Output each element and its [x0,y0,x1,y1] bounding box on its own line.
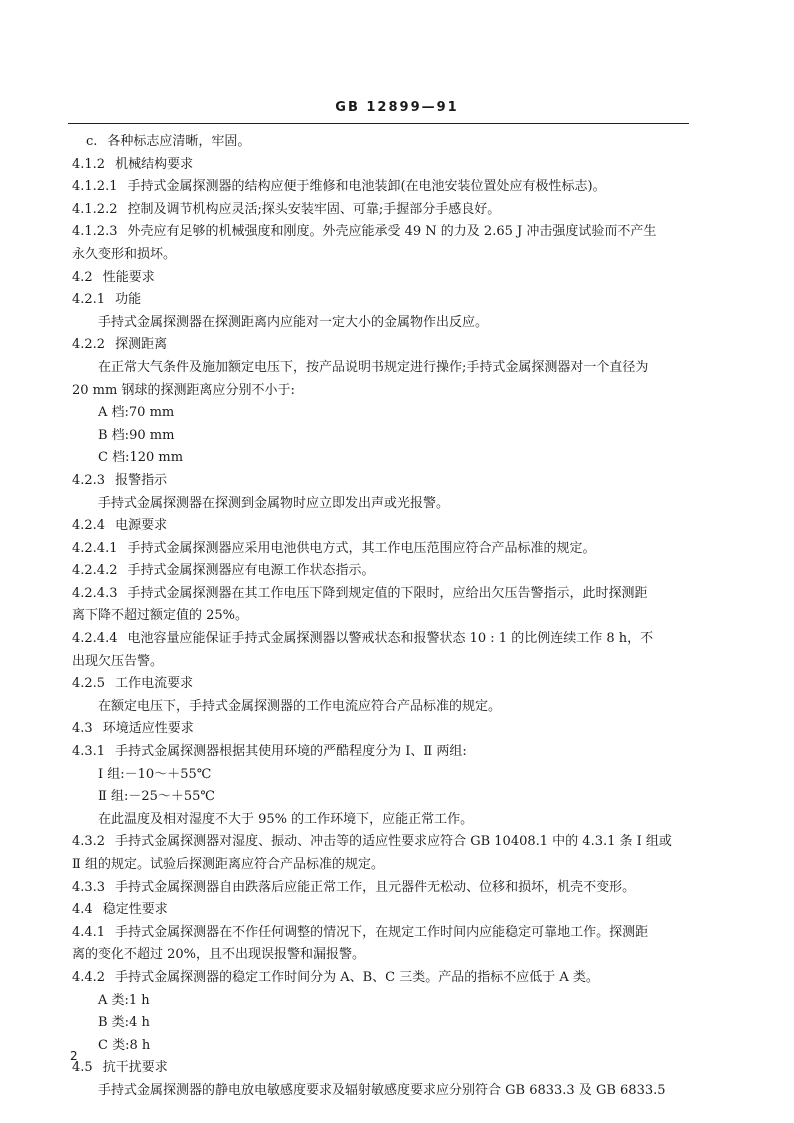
text-line [72,334,692,357]
clause-text: 永久变形和损坏。 [72,246,177,262]
text-line [72,718,692,741]
text-line [72,131,692,154]
text-line [72,154,692,177]
clause-number: 4.2 [72,269,93,285]
clause-text: B 档:90 mm [98,427,175,443]
clause-text: A 类:1 h [98,992,150,1008]
clause-text: 手持式金属探测器应采用电池供电方式，其工作电压范围应符合产品标准的规定。 [127,540,596,556]
page-header: GB 12899—91 [335,100,459,115]
text-line [72,854,692,877]
clause-number: 4.1.2.3 [72,224,118,240]
text-line [72,899,692,922]
clause-number: 4.1.2 [72,156,106,172]
clause-text: 离的变化不超过 20%，且不出现误报警和漏报警。 [72,947,366,963]
text-line [72,515,692,538]
text-line [72,764,692,787]
text-line [72,289,692,312]
clause-number: 4.2.5 [72,676,106,692]
text-line [72,1057,692,1080]
text-line [72,1012,692,1035]
clause-text: Ⅱ 组的规定。试验后探测距离应符合产品标准的规定。 [72,857,384,872]
clause-text: 手持式金属探测器在探测到金属物时应立即发出声或光报警。 [98,495,450,511]
page-number: 2 [70,1049,78,1063]
clause-text: 离下降不超过额定值的 25%。 [72,608,249,624]
clause-text: 各种标志应清晰，牢固。 [107,134,251,149]
clause-text: 功能 [115,292,142,308]
text-line [72,199,692,222]
clause-text: 20 mm 钢球的探测距离应分别不小于: [72,382,295,398]
text-line [72,605,692,628]
text-line [72,447,692,470]
text-line [72,673,692,696]
clause-number: 4.2.4 [72,518,106,534]
clause-number: 4.2.1 [72,292,106,308]
text-line [72,380,692,403]
clause-text: 机械结构要求 [115,156,194,172]
clause-text: 手持式金属探测器对湿度、振动、冲击等的适应性要求应符合 GB 10408.1 中的 4.3.1 条 Ⅰ 组或 [115,834,672,850]
clause-number: 4.2.4.4 [72,631,118,647]
text-line [72,944,692,967]
clause-number: 4.3.3 [72,879,106,895]
text-line [72,470,692,493]
text-line [72,583,692,606]
clause-number: 4.3.2 [72,834,106,850]
text-line [72,990,692,1013]
clause-text: 稳定性要求 [102,902,168,918]
text-line [72,809,692,832]
clause-text: 在此温度及相对湿度不大于 95% 的工作环境下，应能正常工作。 [98,811,474,827]
clause-text: 手持式金属探测器在不作任何调整的情况下，在规定工作时间内应能稳定可靠地工作。探测距 [115,924,649,940]
clause-number: 4.3.1 [72,744,106,760]
clause-text: 手持式金属探测器根据其使用环境的严酷程度分为 Ⅰ、Ⅱ 两组: [115,744,467,760]
clause-text: 控制及调节机构应灵活;探头安装牢固、可靠;手握部分手感良好。 [127,201,501,217]
clause-text: 手持式金属探测器应有电源工作状态指示。 [127,563,375,579]
text-line [72,651,692,674]
clause-number: 4.2.2 [72,337,106,353]
text-line [72,1080,692,1103]
clause-text: A 档:70 mm [98,405,175,421]
text-line [72,402,692,425]
clause-text: 外壳应有足够的机械强度和刚度。外壳应能承受 49 N 的力及 2.65 J 冲击强度试验而不产生 [127,224,657,240]
text-line [72,176,692,199]
clause-text: 手持式金属探测器自由跌落后应能正常工作，且元器件无松动、位移和损坏，机壳不变形。 [115,879,636,895]
clause-number: 4.1.2.2 [72,201,118,217]
text-line [72,357,692,380]
clause-text: 探测距离 [115,337,168,353]
clause-number: 4.4.2 [72,969,106,985]
text-line [72,831,692,854]
text-line [72,493,692,516]
text-line [72,312,692,335]
text-line [72,628,692,651]
clause-number: 4.4 [72,902,93,918]
clause-text: 电池容量应能保证手持式金属探测器以警戒状态和报警状态 10 : 1 的比例连续工作 8 h，不 [127,631,654,647]
text-line [72,221,692,244]
clause-text: 报警指示 [115,472,168,488]
clause-number: 4.2.4.2 [72,563,118,579]
document-body [72,131,692,1103]
clause-text: Ⅰ 组:－10～＋55℃ [98,766,212,782]
clause-text: 电源要求 [115,518,168,534]
text-line [72,741,692,764]
clause-text: 在额定电压下，手持式金属探测器的工作电流应符合产品标准的规定。 [98,698,502,714]
text-line [72,538,692,561]
clause-number: 4.2.3 [72,472,106,488]
text-line [72,967,692,990]
clause-number: 4.5 [72,1060,93,1076]
text-line [72,425,692,448]
clause-text: 环境适应性要求 [102,721,194,737]
text-line [72,786,692,809]
clause-number: 4.3 [72,721,93,737]
clause-number: c. [86,134,98,149]
clause-text: 在正常大气条件及施加额定电压下，按产品说明书规定进行操作;手持式金属探测器对一个直径为 [98,359,649,375]
text-line [72,560,692,583]
text-line [72,267,692,290]
clause-text: Ⅱ 组:－25～＋55℃ [98,789,215,805]
clause-text: 性能要求 [102,269,155,285]
clause-text: 手持式金属探测器在探测距离内应能对一定大小的金属物作出反应。 [98,314,489,330]
clause-text: 手持式金属探测器的静电放电敏感度要求及辐射敏感度要求应分别符合 GB 6833.3 及 GB 6833.5 [98,1082,666,1098]
clause-number: 4.2.4.1 [72,540,118,556]
clause-text: 手持式金属探测器的稳定工作时间分为 A、B、C 三类。产品的指标不应低于 A 类。 [115,969,599,985]
clause-text: 工作电流要求 [115,676,194,692]
text-line [72,877,692,900]
text-line [72,244,692,267]
clause-text: 手持式金属探测器的结构应便于维修和电池装卸(在电池安装位置处应有极性标志)。 [127,179,606,195]
clause-text: 出现欠压告警。 [72,653,164,669]
text-line [72,922,692,945]
clause-number: 4.2.4.3 [72,585,118,601]
clause-text: 手持式金属探测器在其工作电压下降到规定值的下限时，应给出欠压告警指示，此时探测距 [127,585,648,601]
clause-text: C 档:120 mm [98,450,184,466]
clause-number: 4.1.2.1 [72,179,118,195]
text-line [72,1035,692,1058]
clause-text: B 类:4 h [98,1015,150,1031]
clause-text: C 类:8 h [98,1037,151,1053]
clause-number: 4.4.1 [72,924,106,940]
text-line [72,696,692,719]
header-rule [68,123,689,124]
clause-text: 抗干扰要求 [102,1060,168,1076]
